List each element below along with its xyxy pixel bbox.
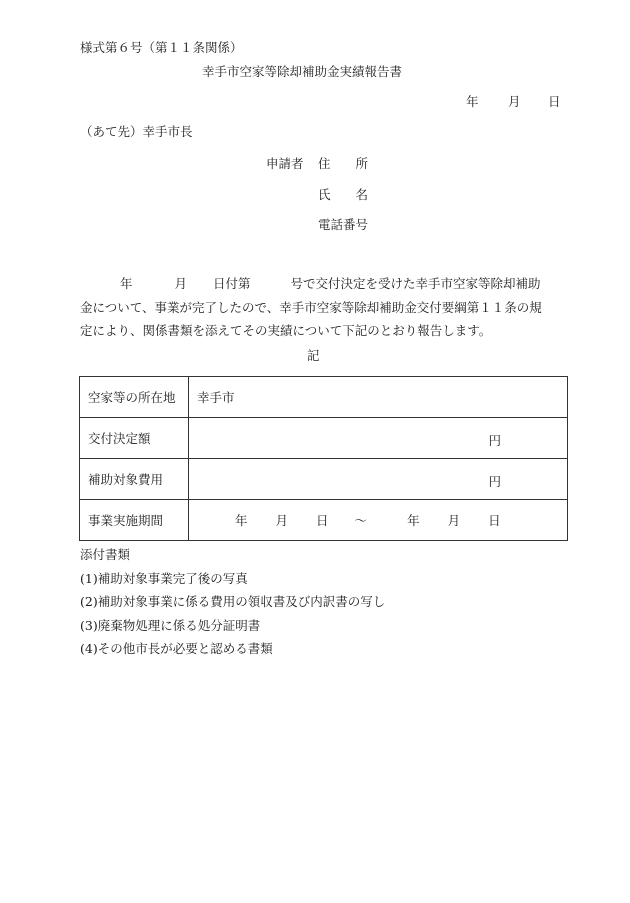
period-value: [189, 500, 568, 541]
date-month: 月: [508, 94, 521, 109]
name-label: 氏 名: [318, 187, 369, 202]
list-item: (2)補助対象事業に係る費用の領収書及び内訳書の写し: [80, 594, 386, 609]
location-value: [189, 377, 568, 418]
period-start-year: 年: [235, 513, 248, 528]
list-item: (1)補助対象事業完了後の写真: [80, 570, 248, 586]
date-day: 日: [548, 94, 561, 109]
list-item: (3)廃棄物処理に係る処分証明書: [80, 617, 261, 633]
row-label-period: 事業実施期間: [80, 500, 189, 541]
body-line1-rest: 号で交付決定を受けた幸手市空家等除却補助: [290, 276, 541, 291]
attachments-heading: 添付書類: [80, 547, 131, 562]
phone-label: 電話番号: [318, 217, 369, 232]
report-table: [79, 376, 568, 541]
body-line-3: 定により、関係書類を添えてその実績について下記のとおり報告します。: [80, 323, 492, 338]
table-row: [80, 500, 568, 541]
yen-unit: 円: [488, 474, 501, 489]
location-city: 幸手市: [197, 390, 235, 405]
row-label-eligible-cost: 補助対象費用: [80, 459, 189, 500]
period-end-day: 日: [488, 513, 501, 528]
period-end-month: 月: [447, 513, 461, 528]
period-start-month: 月: [275, 513, 289, 528]
period-start-day: 日: [316, 513, 329, 528]
period-tilde: ～: [354, 513, 368, 528]
addressee: （あて先）幸手市長: [80, 124, 193, 139]
body-month: 月: [174, 276, 188, 291]
address-label: 住 所: [318, 156, 369, 171]
body-day-ref: 日付第: [213, 276, 251, 291]
applicant-label: 申請者: [266, 156, 304, 171]
body-year: 年: [120, 276, 133, 291]
ki-heading: 記: [307, 348, 320, 363]
eligible-cost-value: [189, 459, 568, 500]
period-end-year: 年: [407, 513, 420, 528]
body-line-2: 金について、事業が完了したので、幸手市空家等除却補助金交付要綱第１１条の規: [80, 299, 542, 315]
attachments-list: [80, 543, 385, 661]
form-number: 様式第６号（第１１条関係）: [80, 40, 243, 55]
report-body: [80, 272, 570, 343]
yen-unit: 円: [488, 433, 501, 448]
table-row: [80, 377, 568, 418]
row-label-location: 空家等の所在地: [80, 377, 189, 418]
list-item: (4)その他市長が必要と認める書類: [80, 641, 273, 656]
date-year: 年: [466, 94, 479, 109]
grant-amount-value: [189, 418, 568, 459]
row-label-grant-amount: 交付決定額: [80, 418, 189, 459]
body-line-1: [80, 272, 570, 296]
document-title: 幸手市空家等除却補助金実績報告書: [202, 64, 403, 79]
table-row: [80, 418, 568, 459]
table-row: [80, 459, 568, 500]
